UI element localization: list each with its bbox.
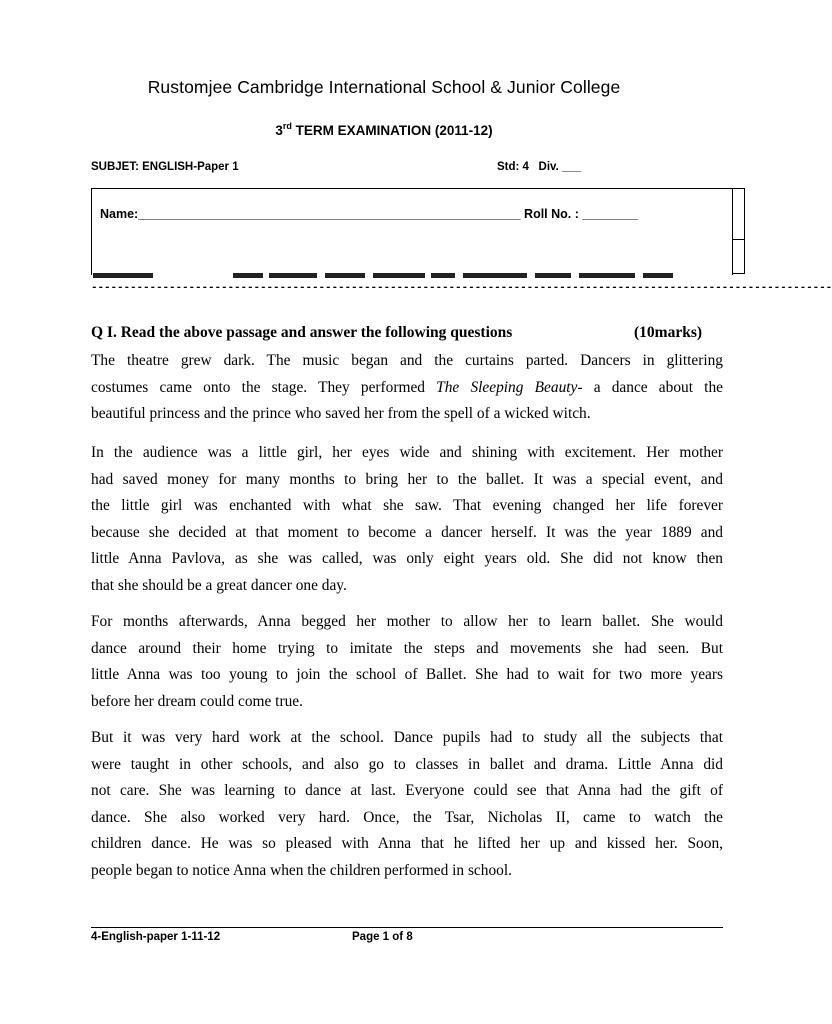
passage-paragraph-2 xyxy=(91,440,723,599)
passage-line: But it was very hard work at the school. Dance pupils had to study all the subjects that xyxy=(91,729,723,746)
cut-line-separator: ------------------------------------------------------------------------------------------------------------------ xyxy=(91,282,832,294)
cropped-text-row xyxy=(91,266,733,278)
name-field[interactable]: _______________________________________________________ xyxy=(138,207,521,221)
subject-label: SUBJET: ENGLISH-Paper 1 xyxy=(91,161,239,173)
school-name: Rustomjee Cambridge International School & Junior College xyxy=(147,77,621,97)
box-side-frame xyxy=(733,188,745,274)
footer-page-number: Page 1 of 8 xyxy=(352,931,413,943)
ballet-title: The Sleeping Beauty xyxy=(436,378,578,396)
question-marks: (10marks) xyxy=(634,324,703,341)
passage-line: beautiful princess and the prince who saved her from the spell of a wicked witch. xyxy=(91,405,591,422)
passage-line: The theatre grew dark. The music began and the curtains parted. Dancers in glittering xyxy=(91,352,723,369)
roll-no-label: Roll No. : xyxy=(520,207,583,221)
roll-no-field[interactable]: ________ xyxy=(582,207,639,221)
student-details-box xyxy=(91,188,733,275)
exam-term-suffix: rd xyxy=(282,121,292,131)
passage-line: In the audience was a little girl, her eyes wide and shining with excitement. Her mother xyxy=(91,444,723,461)
exam-term-number: 3 xyxy=(275,123,283,138)
passage-text: - a dance about the xyxy=(577,378,723,396)
passage-line: that she should be a great dancer one day. xyxy=(91,576,347,594)
passage-paragraph-3 xyxy=(91,609,723,715)
passage-line: because she decided at that moment to become a dancer herself. It was the year 1889 and xyxy=(91,523,723,541)
passage-line: had saved money for many months to bring her to the ballet. It was a special event, and xyxy=(91,470,723,488)
cropped-text-marks xyxy=(91,266,733,278)
passage-line: little Anna was too young to join the school of Ballet. She had to wait for two more years xyxy=(91,666,723,683)
exam-title xyxy=(0,121,768,138)
passage-paragraph-4 xyxy=(91,725,723,884)
footer-divider xyxy=(91,927,723,928)
passage-line: dance around their home trying to imitate the steps and movements she had seen. But xyxy=(91,639,723,657)
name-row xyxy=(100,207,638,221)
passage-line: dance. She also worked very hard. Once, the Tsar, Nicholas II, came to watch the xyxy=(91,808,723,826)
std-div-label: Std: 4 Div. ___ xyxy=(497,161,582,173)
footer-document-code: 4-English-paper 1-11-12 xyxy=(91,931,221,943)
passage-line: people began to notice Anna when the children performed in school. xyxy=(91,861,512,879)
passage-line: not care. She was learning to dance at last. Everyone could see that Anna had the gift of xyxy=(91,782,723,799)
exam-title-text: TERM EXAMINATION (2011-12) xyxy=(291,123,493,138)
passage-line: were taught in other schools, and also go to classes in ballet and drama. Little Anna did xyxy=(91,755,723,773)
passage-line xyxy=(91,375,723,402)
passage-line: little Anna Pavlova, as she was called, was only eight years old. She did not know then xyxy=(91,550,723,567)
passage-line: the little girl was enchanted with what she saw. That evening changed her life forever xyxy=(91,497,723,514)
box-side-divider xyxy=(733,239,745,240)
passage-text: costumes came onto the stage. They performed xyxy=(91,378,437,396)
passage-line: before her dream could come true. xyxy=(91,692,303,710)
passage-line: For months afterwards, Anna begged her mother to allow her to learn ballet. She would xyxy=(91,613,723,630)
question-heading: Q I. Read the above passage and answer the following questions xyxy=(91,324,513,341)
passage-paragraph-1 xyxy=(91,348,723,428)
passage-line: children dance. He was so pleased with Anna that he lifted her up and kissed her. Soon, xyxy=(91,835,723,852)
name-label: Name: xyxy=(100,207,139,221)
